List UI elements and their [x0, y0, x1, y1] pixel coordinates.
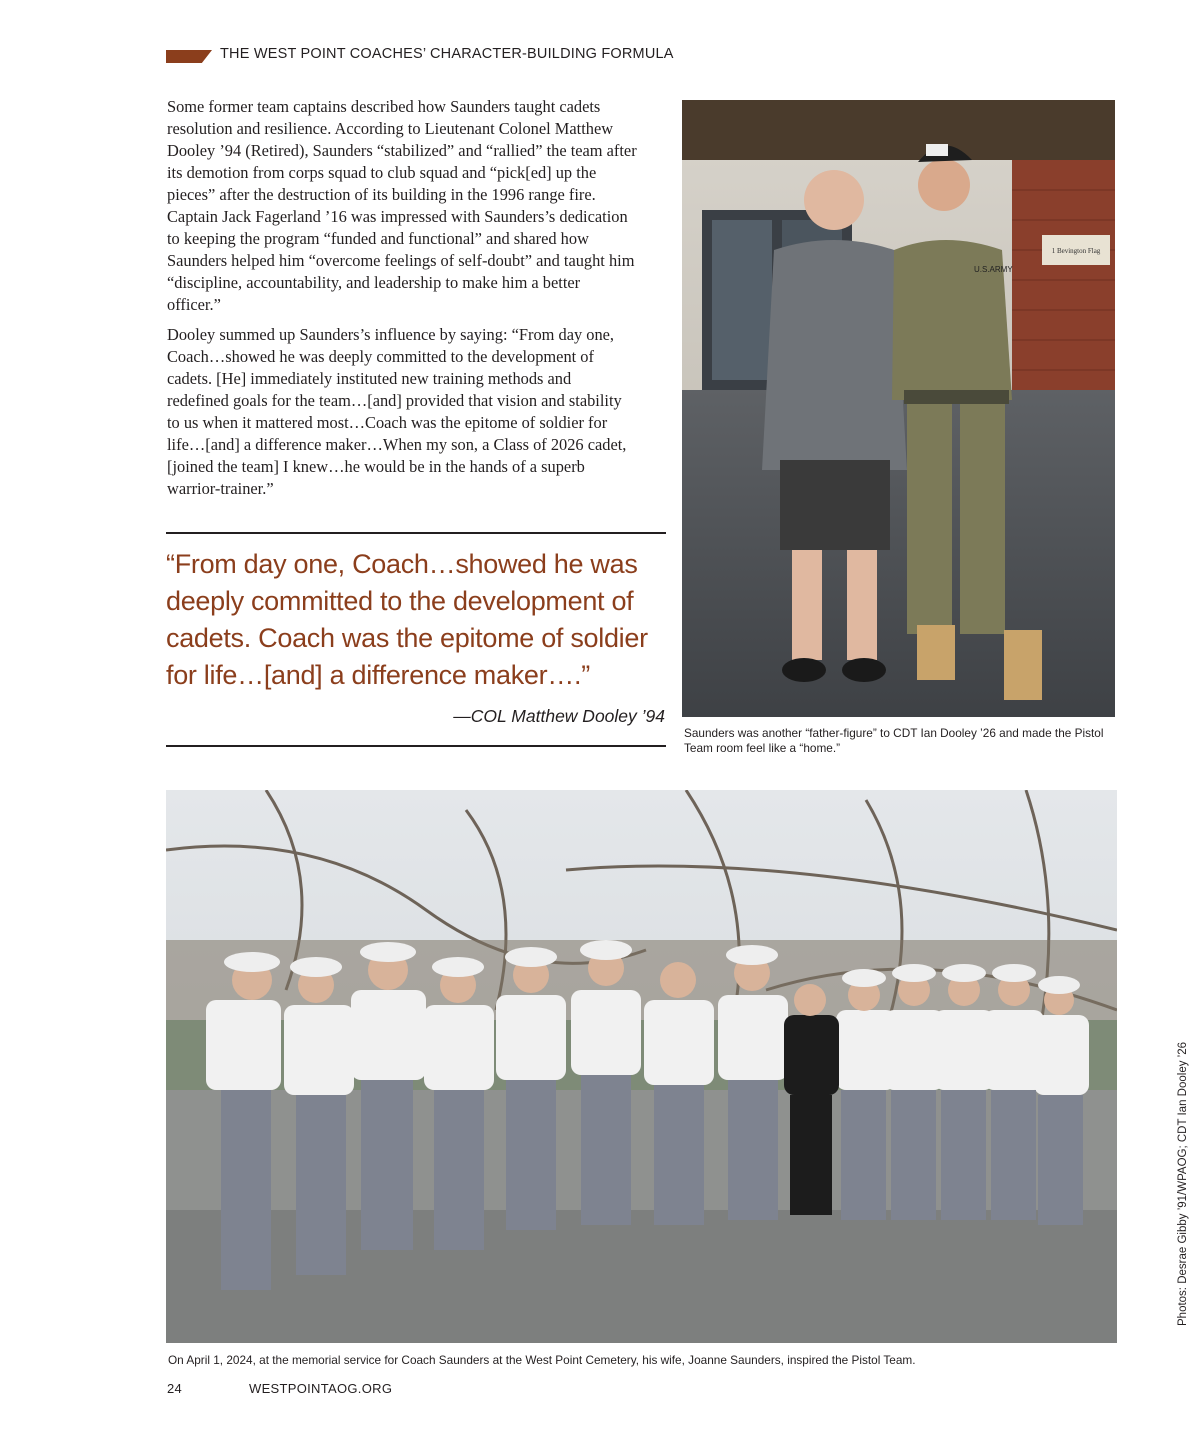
cap-patch: [926, 144, 948, 156]
uniform-tape: U.S.ARMY: [974, 265, 1013, 274]
photo-saunders-and-cadet: [682, 100, 1115, 717]
bottom-photo-caption: On April 1, 2024, at the memorial service for Coach Saunders at the West Point Cemetery, his wife, Joanne Saunders, inspired the Pistol Team.: [168, 1353, 916, 1367]
body-paragraph-2: Dooley summed up Saunders’s influence by saying: “From day one, Coach…showed he was deeply committed to the development of cadets. [He] immediately instituted new training methods and redefined goals for the team…[and] provided that vision and stability to us when it mattered most…Coach was the epitome of soldier for life…[and] a difference maker…When my son, a Class of 2026 cadet, [joined the team] I knew…he would be in the hands of a superb warrior-trainer.”: [167, 325, 627, 498]
top-photo-caption: Saunders was another “father-figure” to CDT Ian Dooley ’26 and made the Pistol Team room feel like a “home.”: [684, 726, 1104, 755]
header-accent-bar: [166, 50, 212, 63]
photo-credit: Photos: Desrae Gibby ’91/WPAOG; CDT Ian Dooley ’26: [1177, 1041, 1189, 1326]
photo-pistol-team-group: [166, 790, 1117, 1343]
pull-quote-top-rule: [166, 532, 666, 534]
pull-quote: “From day one, Coach…showed he was deeply committed to the development of cadets. Coach was the epitome of soldier for life…[and] a difference maker….”: [166, 549, 648, 690]
wall-plaque-text: 1 Bevington Flag: [1051, 247, 1101, 255]
body-paragraph-1: Some former team captains described how Saunders taught cadets resolution and resilience. According to Lieutenant Colonel Matthew Dooley ’94 (Retired), Saunders “stabilized” and “rallied” the team after its demotion from corps squad to club squad and “pick[ed] up the pieces” after the destruction of its building in the 1996 range fire. Captain Jack Fagerland ’16 was impressed with Saunders’s dedication to keeping the program “funded and functional” and shared how Saunders helped him “overcome feelings of self-doubt” and taught him “discipline, accountability, and leadership to make him a better officer.”: [167, 97, 637, 314]
page-number: 24: [167, 1381, 183, 1396]
section-header: THE WEST POINT COACHES’ CHARACTER-BUILDING FORMULA: [220, 46, 674, 62]
site-url: WESTPOINTAOG.ORG: [249, 1381, 393, 1396]
pull-quote-attribution: —COL Matthew Dooley ’94: [453, 706, 665, 726]
pull-quote-bottom-rule: [166, 745, 666, 747]
article-body: [167, 96, 637, 508]
